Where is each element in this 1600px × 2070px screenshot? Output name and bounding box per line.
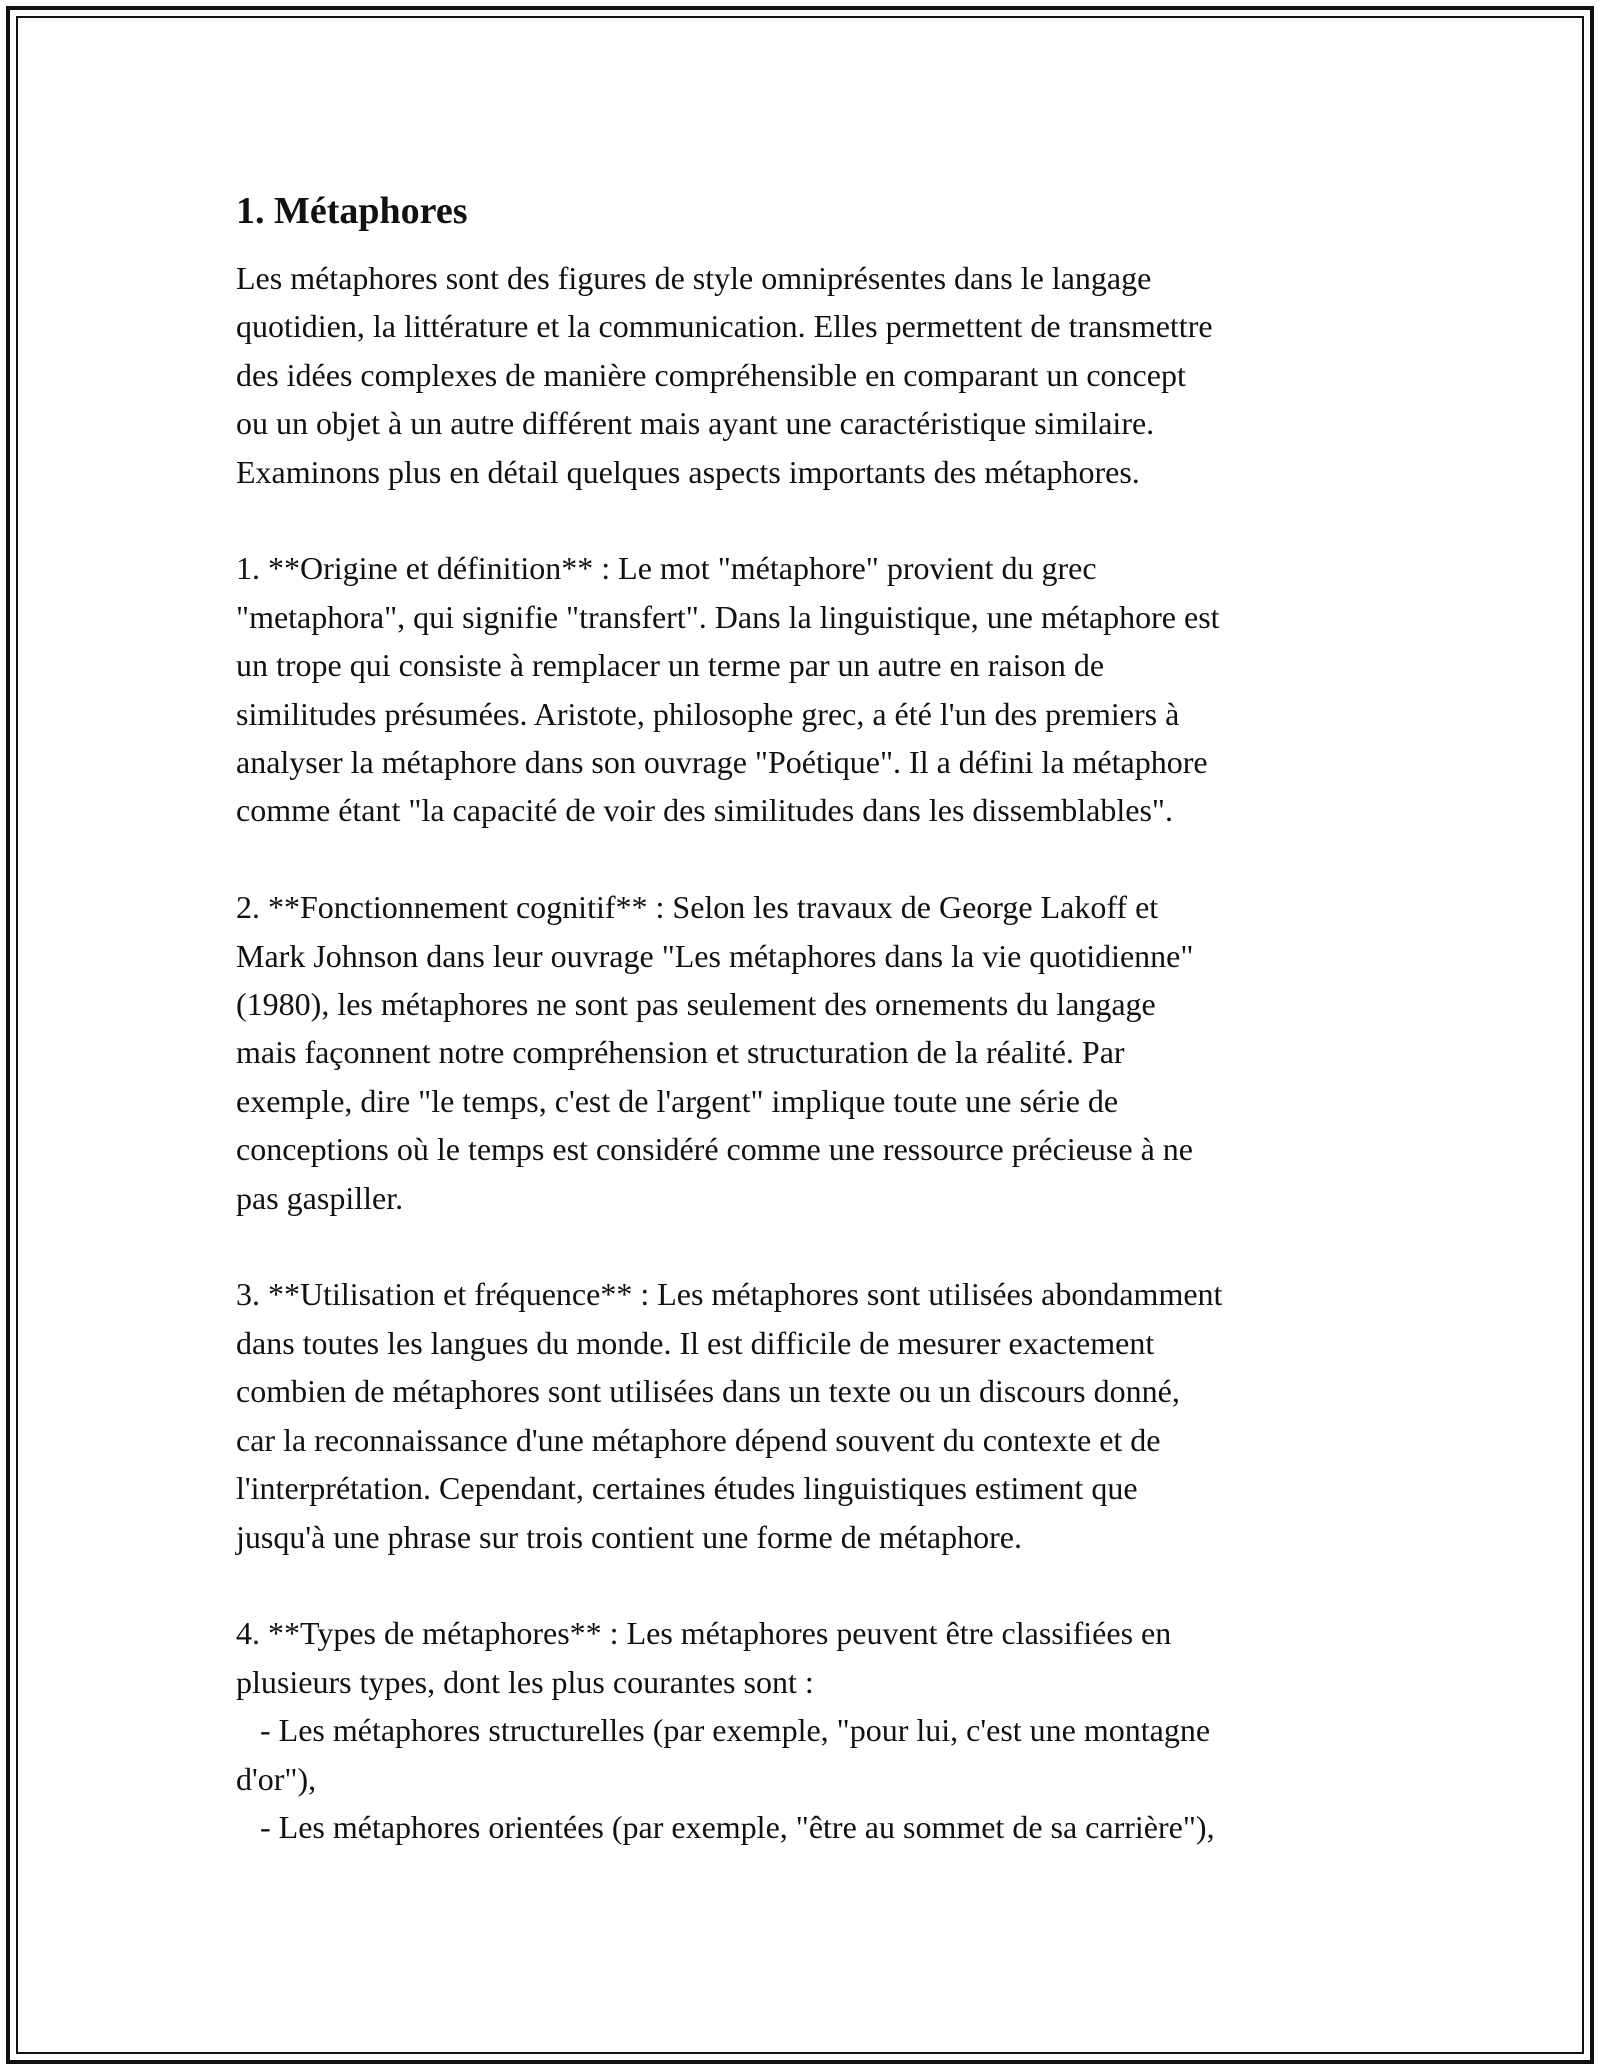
text-line: "metaphora", qui signifie "transfert". Dans la linguistique, une métaphore est: [236, 598, 1220, 635]
text-line: ou un objet à un autre différent mais ayant une caractéristique similaire.: [236, 405, 1155, 442]
text-line: (1980), les métaphores ne sont pas seulement des ornements du langage: [236, 986, 1156, 1023]
text-line: analyser la métaphore dans son ouvrage "Poétique". Il a défini la métaphore: [236, 744, 1208, 781]
text-line: car la reconnaissance d'une métaphore dépend souvent du contexte et de: [236, 1421, 1161, 1458]
text-line: plusieurs types, dont les plus courantes sont :: [236, 1663, 814, 1700]
text-line: 3. **Utilisation et fréquence** : Les métaphores sont utilisées abondamment: [236, 1276, 1223, 1313]
text-line: un trope qui consiste à remplacer un terme par un autre en raison de: [236, 647, 1105, 684]
document-content: [236, 186, 1386, 1851]
text-line: - Les métaphores structurelles (par exemple, "pour lui, c'est une montagne: [236, 1712, 1211, 1749]
blank-line: [236, 496, 1386, 544]
blank-line: [236, 835, 1386, 883]
text-line: mais façonnent notre compréhension et structuration de la réalité. Par: [236, 1034, 1125, 1071]
blank-line: [236, 1561, 1386, 1609]
text-line: exemple, dire "le temps, c'est de l'argent" implique toute une série de: [236, 1082, 1119, 1119]
text-line: Mark Johnson dans leur ouvrage "Les métaphores dans la vie quotidienne": [236, 937, 1194, 974]
text-line: 4. **Types de métaphores** : Les métaphores peuvent être classifiées en: [236, 1615, 1172, 1652]
text-line: comme étant "la capacité de voir des similitudes dans les dissemblables".: [236, 792, 1173, 829]
text-line: similitudes présumées. Aristote, philosophe grec, a été l'un des premiers à: [236, 695, 1180, 732]
document-body-text: [236, 254, 1386, 1851]
text-line: - Les métaphores orientées (par exemple, "être au sommet de sa carrière"),: [236, 1808, 1215, 1845]
text-line: conceptions où le temps est considéré comme une ressource précieuse à ne: [236, 1131, 1193, 1168]
section-heading: 1. Métaphores: [236, 190, 468, 232]
text-line: d'or"),: [236, 1760, 317, 1797]
text-line: combien de métaphores sont utilisées dans un texte ou un discours donné,: [236, 1373, 1180, 1410]
text-line: pas gaspiller.: [236, 1179, 404, 1216]
text-line: dans toutes les langues du monde. Il est difficile de mesurer exactement: [236, 1324, 1155, 1361]
text-line: des idées complexes de manière compréhensible en comparant un concept: [236, 356, 1186, 393]
text-line: l'interprétation. Cependant, certaines études linguistiques estiment que: [236, 1470, 1138, 1507]
text-line: Examinons plus en détail quelques aspects importants des métaphores.: [236, 453, 1140, 490]
text-line: quotidien, la littérature et la communication. Elles permettent de transmettre: [236, 308, 1213, 345]
blank-line: [236, 1222, 1386, 1270]
text-line: Les métaphores sont des figures de style omniprésentes dans le langage: [236, 260, 1152, 296]
text-line: 1. **Origine et définition** : Le mot "métaphore" provient du grec: [236, 550, 1097, 587]
text-line: jusqu'à une phrase sur trois contient une forme de métaphore.: [236, 1518, 1022, 1555]
text-line: 2. **Fonctionnement cognitif** : Selon les travaux de George Lakoff et: [236, 889, 1159, 926]
